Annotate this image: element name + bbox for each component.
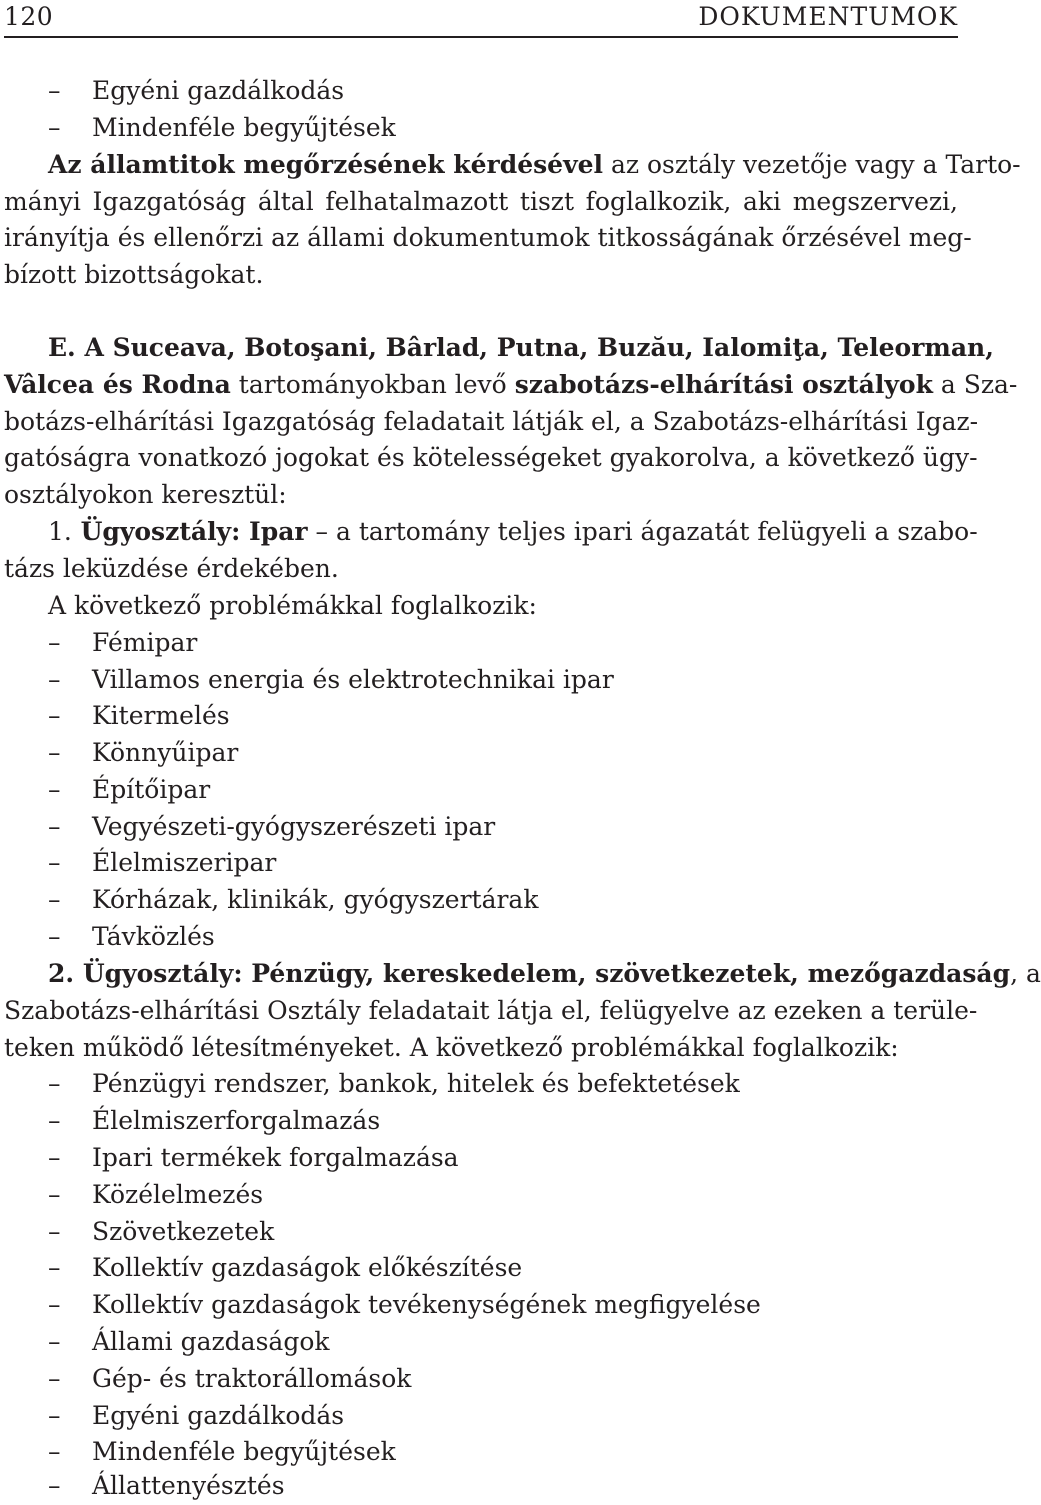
paragraph-line: bízott bizottságokat. xyxy=(4,260,264,289)
paragraph-line: mányi Igazgatóság által felhatalmazott tiszt foglalkozik, aki megszervezi, xyxy=(4,187,958,216)
list-item: – Élelmiszeripar xyxy=(48,848,277,877)
list-item: – Egyéni gazdálkodás xyxy=(48,1401,345,1430)
list-item: – Szövetkezetek xyxy=(48,1217,275,1246)
list-item: – Kitermelés xyxy=(48,701,230,730)
list-item: – Mindenféle begyűjtések xyxy=(48,1437,396,1466)
running-title: DOKUMENTUMOK xyxy=(698,2,958,31)
list-item: – Könnyűipar xyxy=(48,738,239,767)
paragraph-line: Vâlcea és Rodna tartományokban levő szabotázs-elhárítási osztályok a Sza- xyxy=(4,370,1018,399)
list-item: – Építőipar xyxy=(48,775,211,804)
paragraph-line: gatóságra vonatkozó jogokat és kötelességeket gyakorolva, a következő ügy- xyxy=(4,443,978,472)
section-heading: E. A Suceava, Botoşani, Bârlad, Putna, Buzău, Ialomiţa, Teleorman, xyxy=(48,333,994,362)
list-item: – Kórházak, klinikák, gyógyszertárak xyxy=(48,885,539,914)
paragraph-line: irányítja és ellenőrzi az állami dokumentumok titkosságának őrzésével meg- xyxy=(4,223,972,252)
running-header xyxy=(4,0,958,38)
paragraph-line: tázs leküzdése érdekében. xyxy=(4,554,339,583)
list-item: – Állami gazdaságok xyxy=(48,1327,330,1356)
list-item: – Pénzügyi rendszer, bankok, hitelek és befektetések xyxy=(48,1069,740,1098)
list-item: – Kollektív gazdaságok tevékenységének megfigyelése xyxy=(48,1290,761,1319)
paragraph-line: Szabotázs-elhárítási Osztály feladatait látja el, felügyelve az ezeken a terüle- xyxy=(4,996,978,1025)
list-item: – Mindenféle begyűjtések xyxy=(48,113,396,142)
page-number: 120 xyxy=(4,2,54,31)
paragraph-line: Az államtitok megőrzésének kérdésével az osztály vezetője vagy a Tarto- xyxy=(48,150,1021,179)
list-item: – Ipari termékek forgalmazása xyxy=(48,1143,459,1172)
paragraph-line: teken működő létesítményeket. A következő problémákkal foglalkozik: xyxy=(4,1033,899,1062)
list-item: – Gép- és traktorállomások xyxy=(48,1364,412,1393)
paragraph-line: A következő problémákkal foglalkozik: xyxy=(48,591,537,620)
list-item: – Vegyészeti-gyógyszerészeti ipar xyxy=(48,812,496,841)
department-heading: 1. Ügyosztály: Ipar – a tartomány teljes ipari ágazatát felügyeli a szabo- xyxy=(48,517,978,546)
department-heading: 2. Ügyosztály: Pénzügy, kereskedelem, szövetkezetek, mezőgazdaság, a xyxy=(48,959,1041,988)
list-item: – Távközlés xyxy=(48,922,215,951)
list-item: – Közélelmezés xyxy=(48,1180,264,1209)
list-item: – Kollektív gazdaságok előkészítése xyxy=(48,1253,523,1282)
list-item: – Élelmiszerforgalmazás xyxy=(48,1106,381,1135)
list-item: – Fémipar xyxy=(48,628,198,657)
list-item: – Egyéni gazdálkodás xyxy=(48,76,345,105)
paragraph-line: botázs-elhárítási Igazgatóság feladatait látják el, a Szabotázs-elhárítási Igaz- xyxy=(4,407,979,436)
list-item: – Villamos energia és elektrotechnikai ipar xyxy=(48,665,614,694)
list-item: – Állattenyésztés xyxy=(48,1471,285,1500)
paragraph-line: osztályokon keresztül: xyxy=(4,480,287,509)
